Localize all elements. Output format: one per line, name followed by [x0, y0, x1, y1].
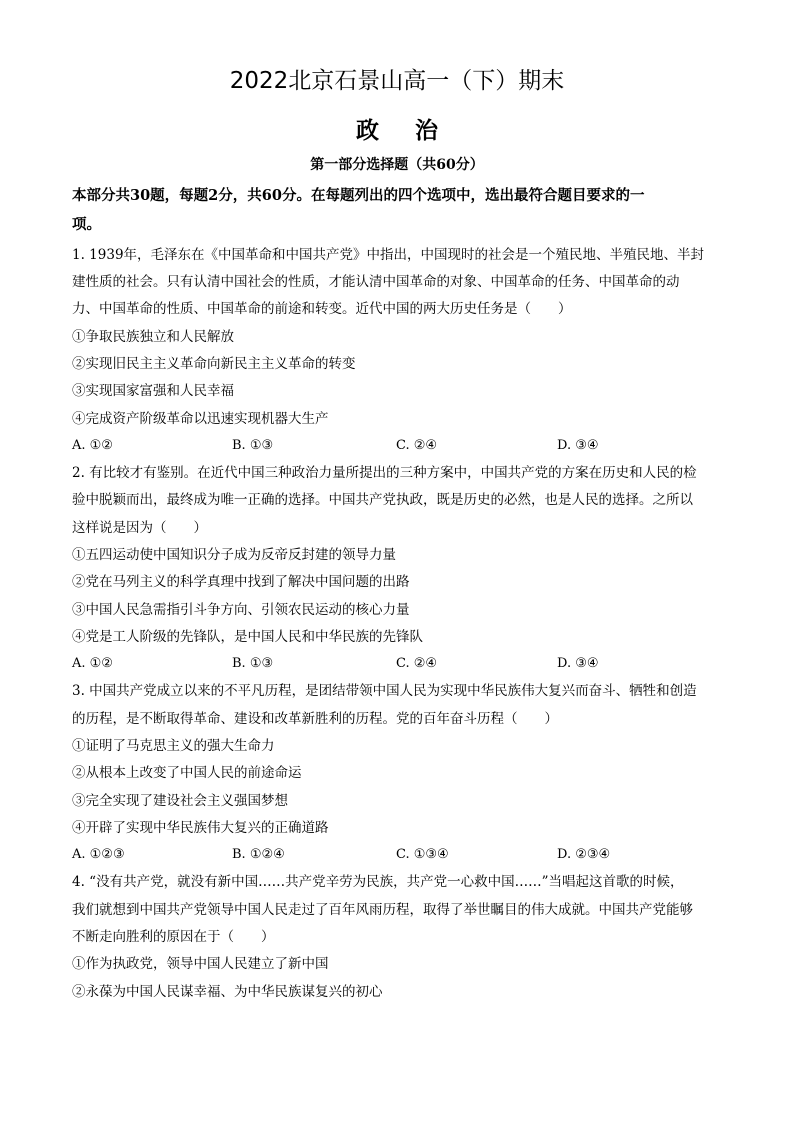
- q2-statement-2: ②党在马列主义的科学真理中找到了解决中国问题的出路: [72, 574, 410, 590]
- q2-option-d: D. ③④: [557, 656, 599, 671]
- q2-stem-line-3: 这样说是因为（ ）: [72, 520, 207, 536]
- q1-option-a: A. ①②: [72, 438, 113, 453]
- q3-statement-4: ④开辟了实现中华民族伟大复兴的正确道路: [72, 820, 329, 836]
- q3-stem-line-1: 3. 中国共产党成立以来的不平凡历程，是团结带领中国人民为实现中华民族伟大复兴而奋斗、牺牲和创造: [72, 683, 697, 699]
- q3-option-a: A. ①②③: [72, 847, 125, 862]
- q2-stem-line-1: 2. 有比较才有鉴别。在近代中国三种政治力量所提出的三种方案中，中国共产党的方案在历史和人民的检: [72, 465, 697, 481]
- q4-stem-line-2: 我们就想到中国共产党领导中国人民走过了百年风雨历程，取得了举世瞩目的伟大成就。中国共产党能够: [72, 902, 693, 918]
- q3-option-b: B. ①②④: [232, 847, 285, 862]
- q4-statement-2: ②永葆为中国人民谋幸福、为中华民族谋复兴的初心: [72, 984, 383, 1000]
- q2-stem-line-2: 验中脱颖而出，最终成为唯一正确的选择。中国共产党执政，既是历史的必然，也是人民的选择。之所以: [72, 492, 693, 508]
- q2-option-c: C. ②④: [396, 656, 438, 671]
- q1-option-b: B. ①③: [232, 438, 274, 453]
- q3-statement-1: ①证明了马克思主义的强大生命力: [72, 738, 275, 754]
- q2-statement-4: ④党是工人阶级的先锋队，是中国人民和中华民族的先锋队: [72, 629, 423, 645]
- q3-option-c: C. ①③④: [396, 847, 449, 862]
- q4-stem-line-3: 不断走向胜利的原因在于（ ）: [72, 929, 275, 945]
- q4-stem-line-1: 4. “没有共产党，就没有新中国……共产党辛劳为民族，共产党一心救中国……”当唱起这首歌的时候，: [72, 874, 684, 890]
- subject-heading: 政 治: [356, 117, 438, 144]
- q2-statement-1: ①五四运动使中国知识分子成为反帝反封建的领导力量: [72, 547, 396, 563]
- q1-option-d: D. ③④: [557, 438, 599, 453]
- q1-option-c: C. ②④: [396, 438, 438, 453]
- q3-stem-line-2: 的历程，是不断取得革命、建设和改革新胜利的历程。党的百年奋斗历程（ ）: [72, 711, 558, 727]
- section-instructions: 本部分共30题，每题2分，共60分。在每题列出的四个选项中，选出最符合题目要求的一 项。: [72, 187, 645, 233]
- q1-stem-line-2: 建性质的社会。只有认清中国社会的性质，才能认清中国革命的对象、中国革命的任务、中国革命的动: [72, 274, 680, 290]
- q2-option-b: B. ①③: [232, 656, 274, 671]
- q1-stem-line-1: 1. 1939年，毛泽东在《中国革命和中国共产党》中指出，中国现时的社会是一个殖民地、半殖民地、半封: [72, 247, 705, 263]
- q1-statement-3: ③实现国家富强和人民幸福: [72, 383, 234, 399]
- q1-statement-1: ①争取民族独立和人民解放: [72, 329, 234, 345]
- q3-statement-3: ③完全实现了建设社会主义强国梦想: [72, 793, 288, 809]
- q2-statement-3: ③中国人民急需指引斗争方向、引领农民运动的核心力量: [72, 602, 410, 618]
- q1-statement-2: ②实现旧民主主义革命向新民主主义革命的转变: [72, 356, 356, 372]
- q1-stem-line-3: 力、中国革命的性质、中国革命的前途和转变。近代中国的两大历史任务是（ ）: [72, 301, 572, 317]
- q3-statement-2: ②从根本上改变了中国人民的前途命运: [72, 765, 302, 781]
- section-heading: 第一部分选择题（共60分）: [310, 157, 484, 173]
- q4-statement-1: ①作为执政党，领导中国人民建立了新中国: [72, 956, 329, 972]
- exam-title: 2022北京石景山高一（下）期末: [229, 68, 565, 94]
- q1-statement-4: ④完成资产阶级革命以迅速实现机器大生产: [72, 411, 329, 427]
- q2-option-a: A. ①②: [72, 656, 113, 671]
- q3-option-d: D. ②③④: [557, 847, 611, 862]
